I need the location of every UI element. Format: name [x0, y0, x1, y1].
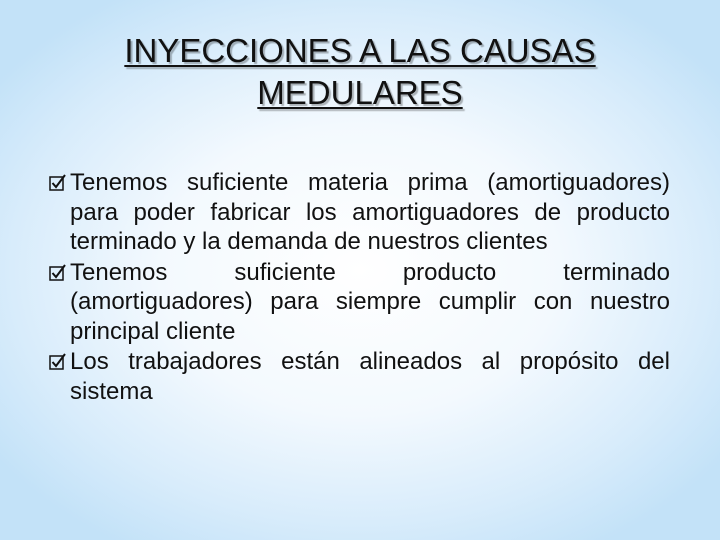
checkbox-checked-icon [49, 264, 66, 281]
bullet-text: Tenemos suficiente producto terminado (amortiguadores) para siempre cumplir con nuestro principal cliente [70, 258, 670, 345]
bullet-list [48, 168, 670, 407]
title-line-1: INYECCIONES A LAS CAUSAS [124, 32, 596, 69]
bullet-text: Tenemos suficiente materia prima (amortiguadores) para poder fabricar los amortiguadores de producto terminado y la demanda de nuestros clientes [70, 169, 670, 255]
bullet-text: Los trabajadores están alineados al propósito del sistema [70, 348, 670, 405]
bullet-item [48, 347, 670, 406]
bullet-item [48, 258, 670, 347]
checkbox-checked-icon [49, 353, 66, 370]
title-line-2: MEDULARES [257, 74, 463, 111]
slide-title [60, 30, 660, 114]
checkbox-checked-icon [49, 174, 66, 191]
bullet-item [48, 168, 670, 257]
